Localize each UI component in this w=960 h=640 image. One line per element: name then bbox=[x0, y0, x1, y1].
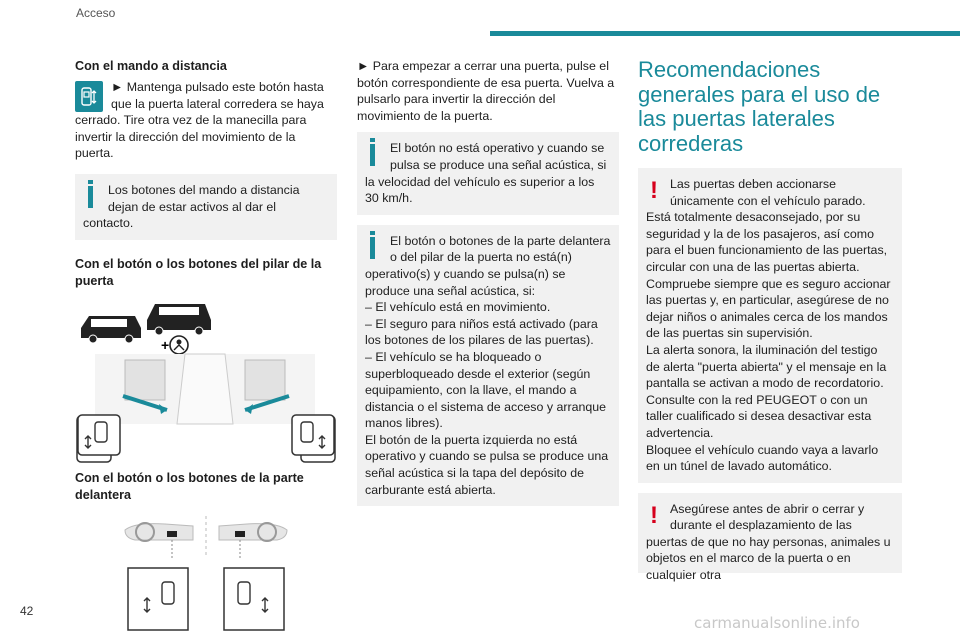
column-right bbox=[638, 57, 902, 583]
remote-text: ► Mantenga pulsado este botón hasta que la puerta lateral corredera se haya cerrado. Tire otra vez de la manecilla para invertir la dirección del movimiento de la puerta. bbox=[75, 80, 324, 161]
warning-line: La alerta sonora, la iluminación del testigo de alerta "puerta abierta" y el mensaje en la pantalla se activan a modo de recordatorio. bbox=[646, 342, 887, 391]
warning-line: Está totalmente desaconsejado, por su seguridad y la de los pasajeros, así como para el buen funcionamiento de las puertas, circular con una de las puertas abierta. bbox=[646, 210, 888, 274]
pillar-heading: Con el botón o los botones del pilar de la puerta bbox=[75, 256, 322, 288]
remote-paragraph bbox=[75, 79, 337, 162]
warning-line: Bloquee el vehículo cuando vaya a lavarlo en un túnel de lavado automático. bbox=[646, 442, 879, 474]
van-illustration bbox=[75, 298, 337, 358]
warning-line: Consulte con la red PEUGEOT o con un taller cualificado si desea desactivar esta advertencia. bbox=[646, 392, 872, 440]
inoperative-note bbox=[357, 225, 619, 507]
remote-note-text: Los botones del mando a distancia dejan de estar activos al dar el contacto. bbox=[83, 182, 300, 231]
info-icon bbox=[370, 144, 375, 166]
inoperative-note-line: El botón o botones de la parte delantera o del pilar de la puerta no está(n) operativo(s) y cuando se pulsa(n) se produce una señal acústica, si: bbox=[365, 233, 611, 298]
remote-heading: Con el mando a distancia bbox=[75, 59, 227, 73]
running-head: Acceso bbox=[76, 6, 116, 20]
watermark: carmanualsonline.info bbox=[694, 614, 860, 632]
inoperative-note-line: El botón de la puerta izquierda no está operativo y cuando se pulsa se produce una señal acústica si la tapa del depósito de carburante está abierta. bbox=[365, 432, 609, 497]
column-middle bbox=[357, 58, 619, 506]
warning-box-1 bbox=[638, 168, 902, 483]
speed-note-text: El botón no está operativo y cuando se pulsa se produce una señal acústica, si la velocidad del vehículo es superior a los 30 km/h. bbox=[365, 141, 607, 206]
column-left bbox=[75, 58, 337, 636]
warning-line: Compruebe siempre que es seguro accionar las puertas y, en particular, asegúrese de no dejar niños o animales cerca de los mandos de las puertas sin supervisión. bbox=[646, 276, 891, 341]
warning-box-2 bbox=[638, 493, 902, 583]
warning-icon: ! bbox=[650, 177, 658, 204]
info-icon bbox=[88, 186, 93, 208]
pillar-button-panels bbox=[75, 414, 337, 458]
close-text: ► Para empezar a cerrar una puerta, pulse el botón correspondiente de esa puerta. Vuelva a pulsarlo para invertir la dirección del movimiento de la puerta. bbox=[357, 59, 615, 123]
remote-note bbox=[75, 174, 337, 240]
warning-2-text: Asegúrese antes de abrir o cerrar y durante el desplazamiento de las puertas de que no hay personas, animales u objetos en el marco de la puerta o en cualquier otra bbox=[646, 501, 891, 583]
remote-sliding-door-icon bbox=[75, 81, 103, 112]
page-number: 42 bbox=[20, 604, 34, 618]
warning-icon: ! bbox=[650, 501, 658, 529]
svg-text:+: + bbox=[161, 336, 170, 353]
section-title: Recomendaciones generales para el uso de las puertas laterales correderas bbox=[638, 57, 881, 156]
front-heading: Con el botón o los botones de la parte delantera bbox=[75, 470, 304, 502]
pillar-button-figure bbox=[75, 298, 337, 424]
inoperative-note-line: – El seguro para niños está activado (para los botones de los pilares de las puertas). bbox=[365, 316, 598, 348]
inoperative-note-line: – El vehículo se ha bloqueado o superbloqueado desde el exterior (según equipamiento, con la llave, el mando a distancia o el sistema de acceso y arranque manos libres). bbox=[365, 349, 607, 431]
inoperative-note-line: – El vehículo está en movimiento. bbox=[365, 300, 551, 315]
info-icon bbox=[370, 237, 375, 259]
header-accent-bar bbox=[490, 31, 960, 36]
warning-line: Las puertas deben accionarse únicamente con el vehículo parado. bbox=[670, 177, 866, 208]
speed-note bbox=[357, 132, 619, 214]
front-button-figure bbox=[75, 516, 337, 636]
